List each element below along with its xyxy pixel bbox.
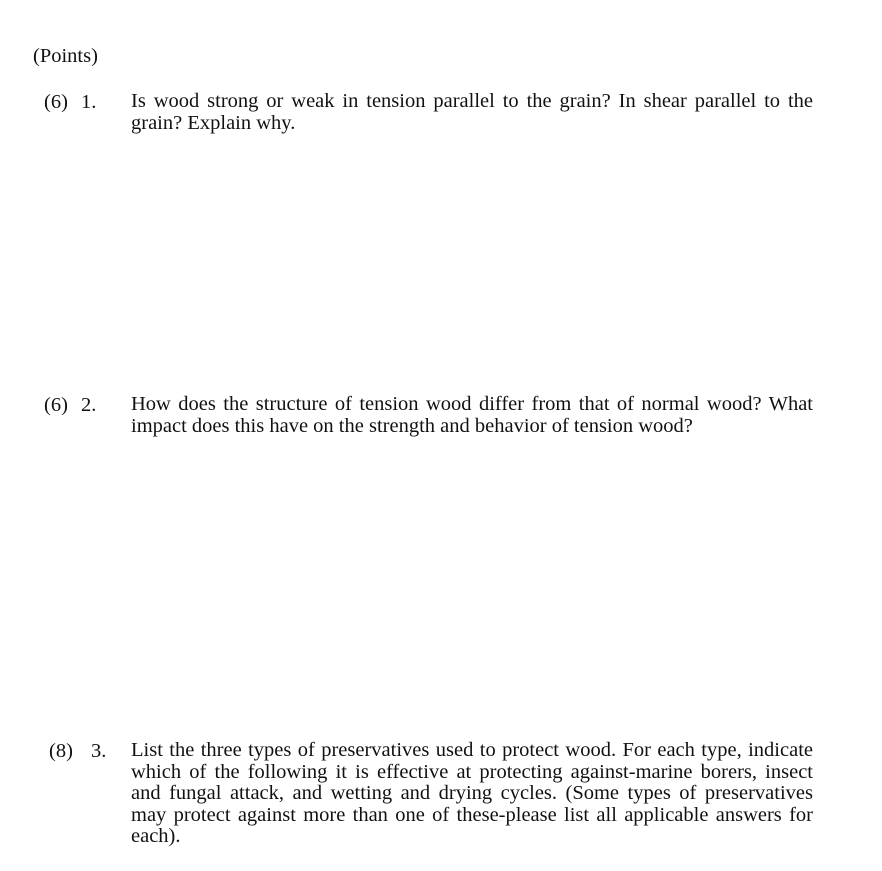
question-3-number: 3.: [91, 740, 107, 762]
question-3-text: List the three types of preservatives used to protect wood. For each type, indicate which of the following it is effective at protecting against-marine borers, insect and fungal attack, and wetting and drying cycles. (Some types of preservatives may protect against more than one of these-please list all applicable answers for each).: [131, 739, 813, 847]
question-2-points: (6): [44, 394, 68, 416]
question-1-text: Is wood strong or weak in tension parallel to the grain? In shear parallel to the grain? Explain why.: [131, 90, 813, 134]
question-1-number: 1.: [81, 91, 97, 113]
question-3-points: (8): [49, 740, 73, 762]
question-2-number: 2.: [81, 394, 97, 416]
points-column-header: (Points): [33, 45, 98, 67]
question-1-points: (6): [44, 91, 68, 113]
question-2-text: How does the structure of tension wood differ from that of normal wood? What impact does this have on the strength and behavior of tension wood?: [131, 393, 813, 437]
